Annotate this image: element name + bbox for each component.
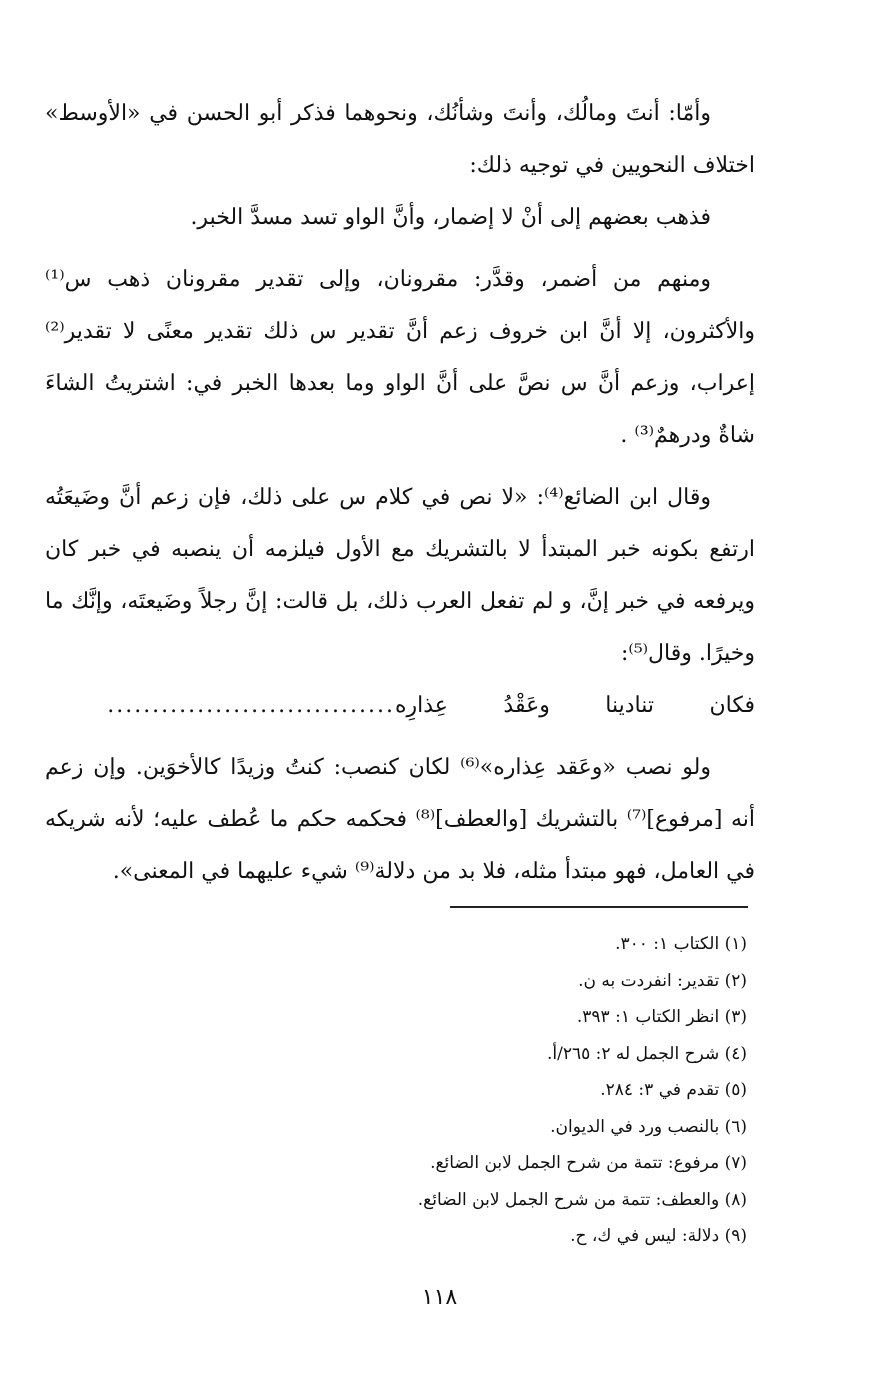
main-text	[45, 88, 755, 898]
paragraph-2: فذهب بعضهم إلى أنْ لا إضمار، وأنَّ الواو تسد مسدَّ الخبر.	[190, 205, 711, 230]
footnote: (٩) دلالة: ليس في ك، ح.	[570, 1226, 747, 1246]
footnote: (٣) انظر الكتاب ١: ٣٩٣.	[576, 1007, 747, 1027]
paragraph-4: وقال ابن الضائع⁽⁴⁾: «لا نص في كلام س على ذلك، فإن زعم أنَّ وضَيعَتُه ارتفع بكونه خبر المبتدأ لا بالتشريك مع الأول فيلزمه أن ينصبه في خبر كان ويرفعه في خبر إنَّ، و لم تفعل العرب ذلك، بل قالت: إنَّ رجلاً وضَيعتَه، وإنَّك ما وخيرًا. وقال⁽⁵⁾:	[45, 485, 755, 666]
verse-hemistich	[395, 680, 755, 732]
verse-word: فكان	[709, 693, 755, 718]
verse-line	[45, 680, 755, 732]
paragraph-5: ولو نصب «وعَقد عِذاره»⁽⁶⁾ لكان كنصب: كنتُ وزيدًا كالأخوَين. وإن زعم أنه [مرفوع]⁽⁷⁾ بالتشريك [والعطف]⁽⁸⁾ فحكمه حكم ما عُطف عليه؛ لأنه شريكه في العامل، فهو مبتدأ مثله، فلا بد من دلالة⁽⁹⁾ شيء عليهما في المعنى».	[45, 755, 755, 884]
footnote: (٦) بالنصب ورد في الديوان.	[550, 1116, 747, 1137]
verse-word: وعَقْدُ	[503, 693, 550, 718]
verse-word: تنادينا	[605, 693, 655, 718]
footnotes	[187, 926, 747, 1255]
page-number: ١١٨	[421, 1285, 458, 1310]
footnote: (١) الكتاب ١: ٣٠٠.	[615, 934, 747, 954]
verse-ellipsis: ................................	[107, 693, 395, 718]
footnote-separator	[450, 906, 748, 908]
paragraph-1: وأمّا: أنتَ ومالُك، وأنتَ وشأنُك، ونحوهما فذكر أبو الحسن في «الأوسط» اختلاف النحويين في توجيه ذلك:	[45, 101, 755, 178]
footnote: (٤) شرح الجمل له ٢: ٢٦٥/أ.	[546, 1043, 747, 1064]
footnote: (٨) والعطف: تتمة من شرح الجمل لابن الضائع.	[417, 1189, 747, 1210]
paragraph-3: ومنهم من أضمر، وقدَّر: مقرونان، وإلى تقدير مقرونان ذهب س⁽¹⁾ والأكثرون، إلا أنَّ ابن خروف زعم أنَّ تقدير س ذلك تقدير معنًى لا تقدير⁽²⁾ إعراب، وزعم أنَّ س نصَّ على أنَّ الواو وما بعدها الخبر في: اشتريتُ الشاءَ شاةٌ ودرهمٌ⁽³⁾ .	[45, 267, 755, 448]
footnote: (٢) تقدير: انفردت به ن.	[578, 970, 747, 991]
verse-word: عِذارِه	[395, 693, 448, 718]
footnote: (٥) تقدم في ٣: ٢٨٤.	[600, 1080, 747, 1100]
footnote: (٧) مرفوع: تتمة من شرح الجمل لابن الضائع.	[430, 1153, 747, 1173]
